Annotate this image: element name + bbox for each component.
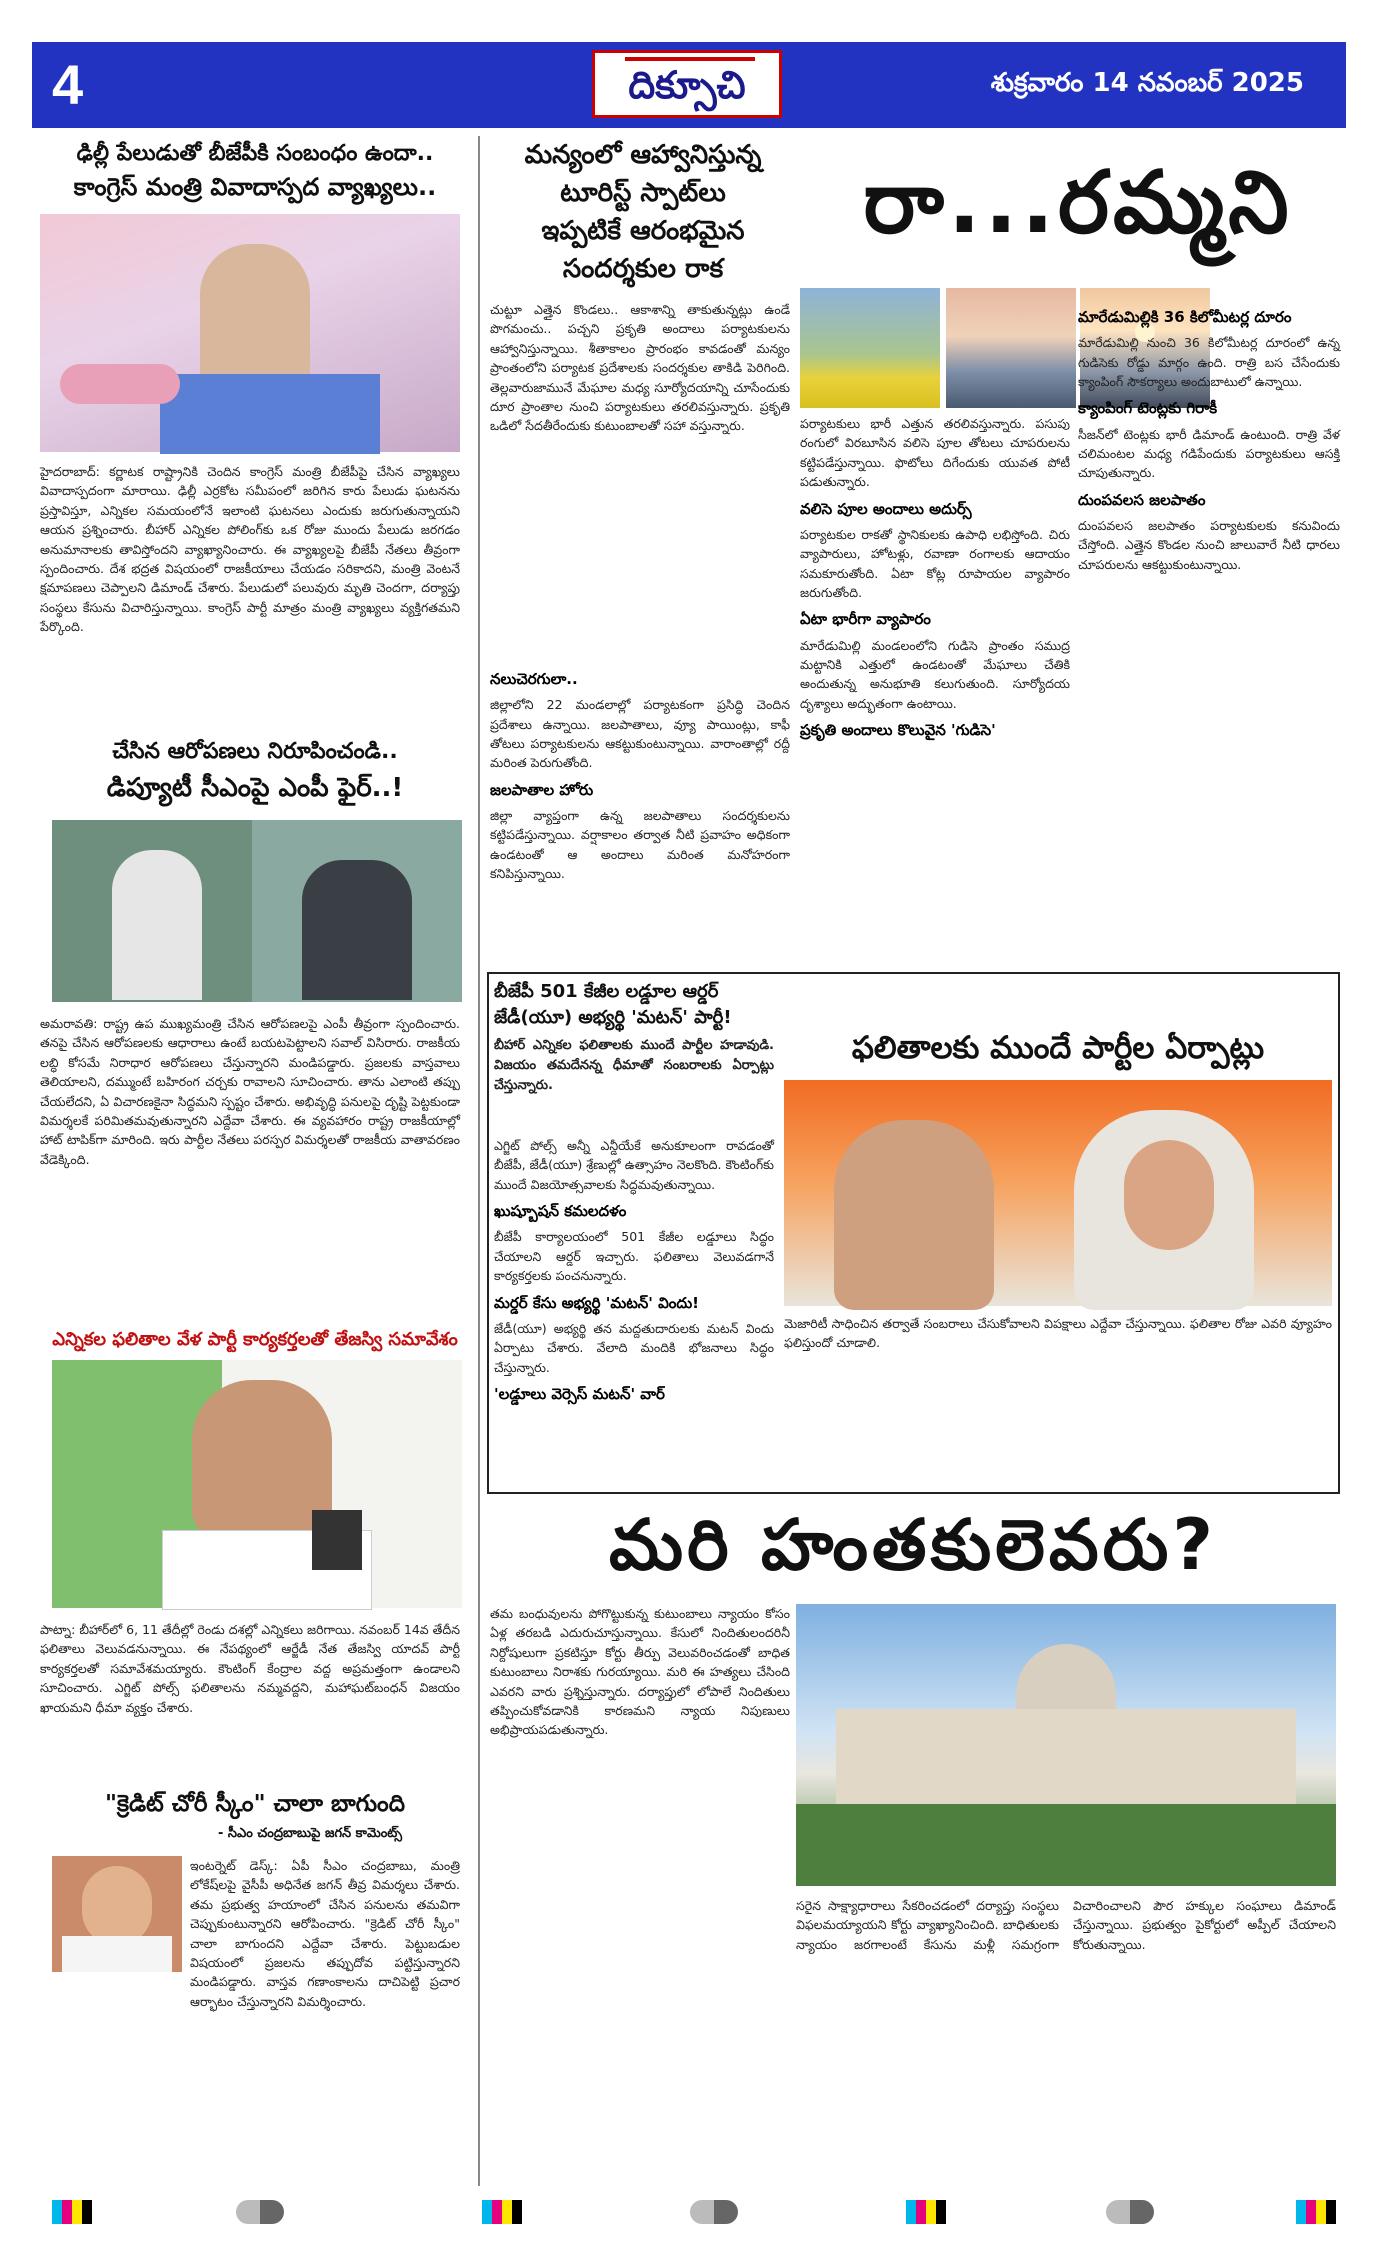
tourism-section-camping-body: సీజన్‌లో టెంట్లకు భారీ డిమాండ్ ఉంటుంది. రాత్రి వేళ చలిమంటల మధ్య గడిపేందుకు పర్యాటకులు ఆసక్తి చూపుతున్నారు.: [1078, 426, 1340, 481]
bihar-section-bjp: ఖుష్బూషన్ కమలదళం: [494, 1202, 627, 1221]
tourism-section-camping: క్యాంపింగ్ టెంట్లకు గిరాకీ: [1078, 399, 1218, 418]
leaders-photo: [784, 1080, 1332, 1306]
tejashwi-face: [192, 1380, 332, 1540]
nitish-figure: [834, 1120, 994, 1310]
tourism-section-nalucheragula-body: జిల్లాలోని 22 మండలాల్లో పర్యాటకంగా ప్రసిద్ధి చెందిన ప్రదేశాలు ఉన్నాయి. జలపాతాలు, వ్యూ పాయింట్లు, కాఫీ తోటలు పర్యాటకులను ఆకట్టుకుంటున్నాయి. వారాంతాల్లో రద్దీ మరింత పెరుగుతోంది.: [490, 697, 790, 771]
bihar-section-mutton-body: జేడీ(యూ) అభ్యర్థి తన మద్దతుదారులకు మటన్ విందు ఏర్పాటు చేశారు. వేలాది మందికి భోజనాలు సిద్ధం చేస్తున్నారు.: [494, 1320, 774, 1375]
story3-headline[interactable]: ఎన్నికల ఫలితాల వేళ పార్టీ కార్యకర్తలతో తేజస్వి సమావేశం: [52, 1329, 458, 1350]
color-registration-mark: [482, 2200, 522, 2224]
person-figure: [302, 860, 412, 1000]
tourism-section-business-body: మారేడుమిల్లి మండలంలోని గుడిసె ప్రాంతం సముద్ర మట్టానికి ఎత్తులో ఉండటంతో మేఘాలు చేతికి అందుతున్న అనుభూతి కలుగుతుంది. సూర్యోదయ దృశ్యాలు అద్భుతంగా ఉంటాయి.: [800, 637, 1070, 711]
logo-text: దిక్సూచి: [628, 63, 746, 107]
masthead-bar: [32, 42, 1346, 128]
misty-hills-photo: [946, 288, 1076, 408]
tourism-section-dumpavalasa: దుంపవలస జలపాతం: [1078, 490, 1206, 509]
tourism-headline-line4[interactable]: సందర్శకుల రాక: [562, 254, 724, 284]
page-number: 4: [52, 53, 84, 116]
minister-speech-photo: [40, 214, 460, 452]
microphone: [312, 1510, 362, 1570]
column-divider: [478, 136, 480, 2186]
newspaper-logo: [592, 50, 782, 118]
bihar-body-right: మెజారిటీ సాధించిన తర్వాతే సంబరాలు చేసుకోవాలని విపక్షాలు ఎద్దేవా చేస్తున్నాయి. ఫలితాల రోజు ఎవరి వ్యూహం ఫలిస్తుందో చూడాలి.: [784, 1316, 1332, 1351]
color-registration-mark: [1296, 2200, 1336, 2224]
tourism-section-distance-body: మారేడుమిల్లి నుంచి 36 కిలోమీటర్ల దూరంలో ఉన్న గుడిసెకు రోడ్డు మార్గం ఉంది. రాత్రి బస చేసేందుకు క్యాంపింగ్ సౌకర్యాలు అందుబాటులో ఉన్నాయి.: [1078, 335, 1340, 389]
grey-registration-mark: [236, 2200, 284, 2224]
issue-date: శుక్రవారం 14 నవంబర్ 2025: [990, 68, 1304, 98]
valise-flowers-photo: [800, 288, 940, 408]
tourism-col1-lower: [490, 662, 790, 962]
bihar-kicker-line2[interactable]: జేడీ(యూ) అభ్యర్థి 'మటన్' పార్టీ!: [494, 1007, 732, 1028]
tourism-headline-line3[interactable]: ఇప్పటికే ఆరంభమైన: [541, 216, 745, 246]
tourism-section-gudise: ప్రకృతి అందాలు కొలువైన 'గుడిసె': [800, 721, 996, 739]
tourism-headline-line2[interactable]: టూరిస్ట్ స్పాట్‌లు: [560, 178, 726, 208]
bihar-section-bjp-body: బీజేపీ కార్యాలయంలో 501 కేజీల లడ్డూలు సిద్ధం చేయాలని ఆర్డర్ ఇచ్చారు. ఫలితాలు వెలువడగానే కార్యకర్తలకు పంచనున్నారు.: [494, 1229, 774, 1284]
tourism-section-business: ఏటా భారీగా వ్యాపారం: [800, 610, 931, 629]
verdict-body-col2: సరైన సాక్ష్యాధారాలు సేకరించడంలో దర్యాప్తు సంస్థలు విఫలమయ్యాయని కోర్టు వ్యాఖ్యానించింది. బాధితులకు న్యాయం జరగాలంటే కేసును మళ్లీ సమగ్రంగా విచారించాలని పౌర హక్కుల సంఘాలు డిమాండ్ చేస్తున్నాయి. ప్రభుత్వం పైకోర్టులో అప్పీల్ చేయాలని కోరుతున్నాయి.: [796, 1898, 1336, 1952]
tourism-col2-body: పర్యాటకులు భారీ ఎత్తున తరలివస్తున్నారు. పసుపు రంగులో విరబూసిన వలిసె పూల తోటలు చూపరులను కట్టిపడేస్తున్నాయి. ఫొటోలు దిగేందుకు యువత పోటీ పడుతున్నారు.: [800, 416, 1070, 490]
tourism-section-waterfalls: జలపాతాల హోరు: [490, 780, 594, 799]
story2-body: అమరావతి: రాష్ట్ర ఉప ముఖ్యమంత్రి చేసిన ఆరోపణలపై ఎంపీ తీవ్రంగా స్పందించారు. తనపై చేసిన ఆరోపణలకు ఆధారాలు ఉంటే బయటపెట్టాలని సవాల్ విసిరారు. రాజకీయ లబ్ధి కోసమే నిరాధార ఆరోపణలు చేస్తున్నారని మండిపడ్డారు. ప్రజలకు వాస్తవాలు తెలియాలని, దమ్ముంటే బహిరంగ చర్చకు రావాలని సూచించారు. తాను ఎలాంటి తప్పు చేయలేదని, ఏ విచారణకైనా సిద్ధమని స్పష్టం చేశారు. అభివృద్ధి పనులపై దృష్టి పెట్టకుండా విమర్శలకే పరిమితమవుతున్నారని ఎద్దేవా చేశారు. ఈ వ్యవహారం రాష్ట్ర రాజకీయాల్లో హాట్ టాపిక్‌గా మారింది. ఇరు పార్టీల నేతలు పరస్పర విమర్శలతో రాజకీయ వాతావరణం వేడెక్కింది.: [40, 1016, 460, 1167]
tejashwi-photo: [52, 1360, 462, 1608]
court-lawn: [796, 1804, 1336, 1886]
jagan-face: [82, 1866, 152, 1946]
logo-pen-icon: [625, 57, 755, 61]
jagan-shirt: [62, 1936, 172, 1972]
court-building: [836, 1709, 1296, 1819]
tourism-section-waterfalls-body: జిల్లా వ్యాప్తంగా ఉన్న జలపాతాలు సందర్శకులను కట్టిపడేస్తున్నాయి. వర్షాకాలం తర్వాత నీటి ప్రవాహం అధికంగా ఉండటంతో ఆ అందాలు మరింత మనోహరంగా కనిపిస్తున్నాయి.: [490, 808, 790, 882]
story2-headline-line2[interactable]: డిప్యూటీ సీఎంపై ఎంపీ ఫైర్..!: [106, 773, 404, 803]
grey-registration-mark: [1106, 2200, 1154, 2224]
story4-headline[interactable]: "క్రెడిట్ చోరీ స్కీం" చాలా బాగుంది: [105, 1791, 405, 1817]
jagan-photo: [52, 1856, 182, 1972]
podium: [160, 374, 380, 454]
color-registration-mark: [906, 2200, 946, 2224]
supreme-court-photo: [796, 1604, 1336, 1886]
color-registration-mark: [52, 2200, 92, 2224]
grey-registration-mark: [690, 2200, 738, 2224]
bihar-col1: [494, 1136, 774, 1488]
tourism-section-valise-body: పర్యాటకుల రాకతో స్థానికులకు ఉపాధి లభిస్తోంది. చిరు వ్యాపారులు, హోటళ్లు, రవాణా రంగాలకు ఆదాయం సమకూరుతోంది. ఏటా కోట్ల రూపాయల వ్యాపారం జరుగుతోంది.: [800, 526, 1070, 600]
bihar-section-war: 'లడ్డూలు వెర్సెస్ మటన్' వార్: [494, 1384, 665, 1403]
story1-headline-line1[interactable]: ఢిల్లీ పేలుడుతో బీజేపీకి సంబంధం ఉందా..: [76, 141, 434, 166]
story1-headline-line2[interactable]: కాంగ్రెస్ మంత్రి వివాదాస్పద వ్యాఖ్యలు..: [73, 173, 437, 201]
mp-helicopter-photo: [52, 820, 462, 1002]
speaker-figure: [200, 244, 310, 394]
story3-body: పాట్నా: బీహార్‌లో 6, 11 తేదీల్లో రెండు దశల్లో ఎన్నికలు జరిగాయి. నవంబర్ 14వ తేదీన ఫలితాలు వెలువడనున్నాయి. ఈ నేపథ్యంలో ఆర్జేడీ నేత తేజస్వి యాదవ్ పార్టీ కార్యకర్తలతో సమావేశమయ్యారు. కౌంటింగ్ కేంద్రాల వద్ద అప్రమత్తంగా ఉండాలని సూచించారు. ఎగ్జిట్ పోల్స్ ఫలితాలను నమ్మవద్దని, మహాఘట్‌బంధన్ విజయం ఖాయమని ధీమా వ్యక్తం చేశారు.: [40, 1622, 460, 1715]
flower-garland: [60, 364, 180, 404]
verdict-body-col1: తమ బంధువులను పోగొట్టుకున్న కుటుంబాలు న్యాయం కోసం ఏళ్ల తరబడి ఎదురుచూస్తున్నాయి. కేసులో నిందితులందరినీ నిర్దోషులుగా ప్రకటిస్తూ కోర్టు తీర్పు వెలువరించడంతో బాధిత కుటుంబాలు నిరాశకు గురయ్యాయి. మరి ఈ హత్యలు చేసింది ఎవరని వారు ప్రశ్నిస్తున్నారు. దర్యాప్తులో లోపాలే నిందితులు తప్పించుకోవడానికి కారణమని న్యాయ నిపుణులు అభిప్రాయపడుతున్నారు.: [490, 1606, 790, 1738]
story4-body-a: ఇంటర్నెట్ డెస్క్: ఏపీ సీఎం చంద్రబాబు, మంత్రి లోకేష్‌లపై వైసీపీ అధినేత జగన్ తీవ్ర విమర్శలు చేశారు. తమ ప్రభుత్వ హయాంలో చేసిన పనులను తమవిగా చెప్పుకుంటున్నారని ఆరోపించారు. "క్రెడిట్ చోరీ స్కీం" చాలా బాగుందని ఎద్దేవా చేశారు. పెట్టుబడుల విషయంలో ప్రజలను తప్పుదోవ పట్టిస్తున్నారని మండిపడ్డారు. వాస్తవ గణాంకాలను దాచిపెట్టి ప్రచార ఆర్భాటం చేస్తున్నారని విమర్శించారు.: [190, 1858, 460, 2009]
tourism-body-intro: చుట్టూ ఎత్తైన కొండలు.. ఆకాశాన్ని తాకుతున్నట్లు ఉండే పొగమంచు.. పచ్చని ప్రకృతి అందాలు పర్యాటకులను ఆహ్వానిస్తున్నాయి. శీతాకాలం ప్రారంభం కావడంతో మన్యం ప్రాంతంలోని పర్యాటక ప్రదేశాలకు సందర్శకుల తాకిడి పెరిగింది. తెల్లవారుజామునే మేఘాల మధ్య సూర్యోదయాన్ని చూసేందుకు దూర ప్రాంతాల నుంచి పర్యాటకులు తరలివస్తున్నారు. ప్రకృతి ఒడిలో సేదతీరేందుకు కుటుంబాలతో సహా వస్తున్నారు.: [490, 302, 790, 434]
tourism-col3: [1078, 300, 1340, 970]
tourism-main-title[interactable]: రా...రమ్మని: [863, 153, 1293, 253]
court-dome: [1016, 1644, 1116, 1714]
tourism-headline-line1[interactable]: మన్యంలో ఆహ్వానిస్తున్న: [524, 140, 762, 170]
story1-body: హైదరాబాద్: కర్ణాటక రాష్ట్రానికి చెందిన కాంగ్రెస్ మంత్రి బీజేపీపై చేసిన వ్యాఖ్యలు వివాదాస్పదంగా మారాయి. ఢిల్లీ ఎర్రకోట సమీపంలో జరిగిన కారు పేలుడు ఘటనను ప్రస్తావిస్తూ, ఎన్నికల సమయంలోనే ఇలాంటి ఘటనలు ఎందుకు జరుగుతున్నాయని ఆయన ప్రశ్నించారు. బీహార్ ఎన్నికల పోలింగ్‌కు ఒక రోజు ముందు పేలుడు జరగడం అనుమానాలకు తావిస్తోందని వ్యాఖ్యానించారు. ఈ వ్యాఖ్యలపై బీజేపీ నేతలు తీవ్రంగా స్పందించారు. దేశ భద్రత విషయంలో రాజకీయాలు చేయడం సరికాదని, మంత్రి వెంటనే క్షమాపణలు చెప్పాలని డిమాండ్ చేశారు. పేలుడులో పలువురు మృతి చెందగా, దర్యాప్తు సంస్థలు కేసును విచారిస్తున్నాయి. కాంగ్రెస్ పార్టీ మాత్రం మంత్రి వ్యాఖ్యలు వ్యక్తిగతమని పేర్కొంది.: [40, 464, 460, 634]
bihar-headline[interactable]: ఫలితాలకు ముందే పార్టీల ఏర్పాట్లు: [851, 1030, 1265, 1066]
bihar-deck: బీహార్ ఎన్నికల ఫలితాలకు ముందే పార్టీల హడావుడి. విజయం తమదేనన్న ధీమాతో సంబరాలకు ఏర్పాట్లు చేస్తున్నారు.: [494, 1038, 774, 1094]
tourism-col2: [800, 414, 1070, 974]
bihar-kicker-line1[interactable]: బీజేపీ 501 కేజీల లడ్డూల ఆర్డర్: [494, 981, 719, 1002]
verdict-headline[interactable]: మరి హంతకులెవరు?: [609, 1504, 1217, 1586]
story4-byline: - సీఎం చంద్రబాబుపై జగన్ కామెంట్స్: [217, 1826, 403, 1841]
story2-headline-line1[interactable]: చేసిన ఆరోపణలు నిరూపించండి..: [112, 739, 398, 764]
bihar-body-intro: ఎగ్జిట్ పోల్స్ అన్నీ ఎన్డీయేకే అనుకూలంగా రావడంతో బీజేపీ, జేడీ(యూ) శ్రేణుల్లో ఉత్సాహం నెలకొంది. కౌంటింగ్‌కు ముందే విజయోత్సవాలకు సిద్ధమవుతున్నాయి.: [494, 1138, 774, 1192]
bihar-section-mutton: మర్డర్ కేసు అభ్యర్థి 'మటన్' విందు!: [494, 1293, 700, 1312]
tourism-section-nalucheragula: నలుచెరగులా..: [490, 670, 578, 688]
mp-figure: [112, 850, 202, 1000]
modi-face: [1124, 1140, 1214, 1250]
tourism-section-distance: మారేడుమిల్లికి 36 కిలోమీటర్ల దూరం: [1078, 308, 1292, 326]
tourism-section-dumpavalasa-body: దుంపవలస జలపాతం పర్యాటకులకు కనువిందు చేస్తోంది. ఎత్తైన కొండల నుంచి జాలువారే నీటి ధారలు చూపరులను ఆకట్టుకుంటున్నాయి.: [1078, 518, 1340, 572]
tourism-section-valise: వలిసె పూల అందాలు అదుర్స్: [800, 499, 972, 518]
